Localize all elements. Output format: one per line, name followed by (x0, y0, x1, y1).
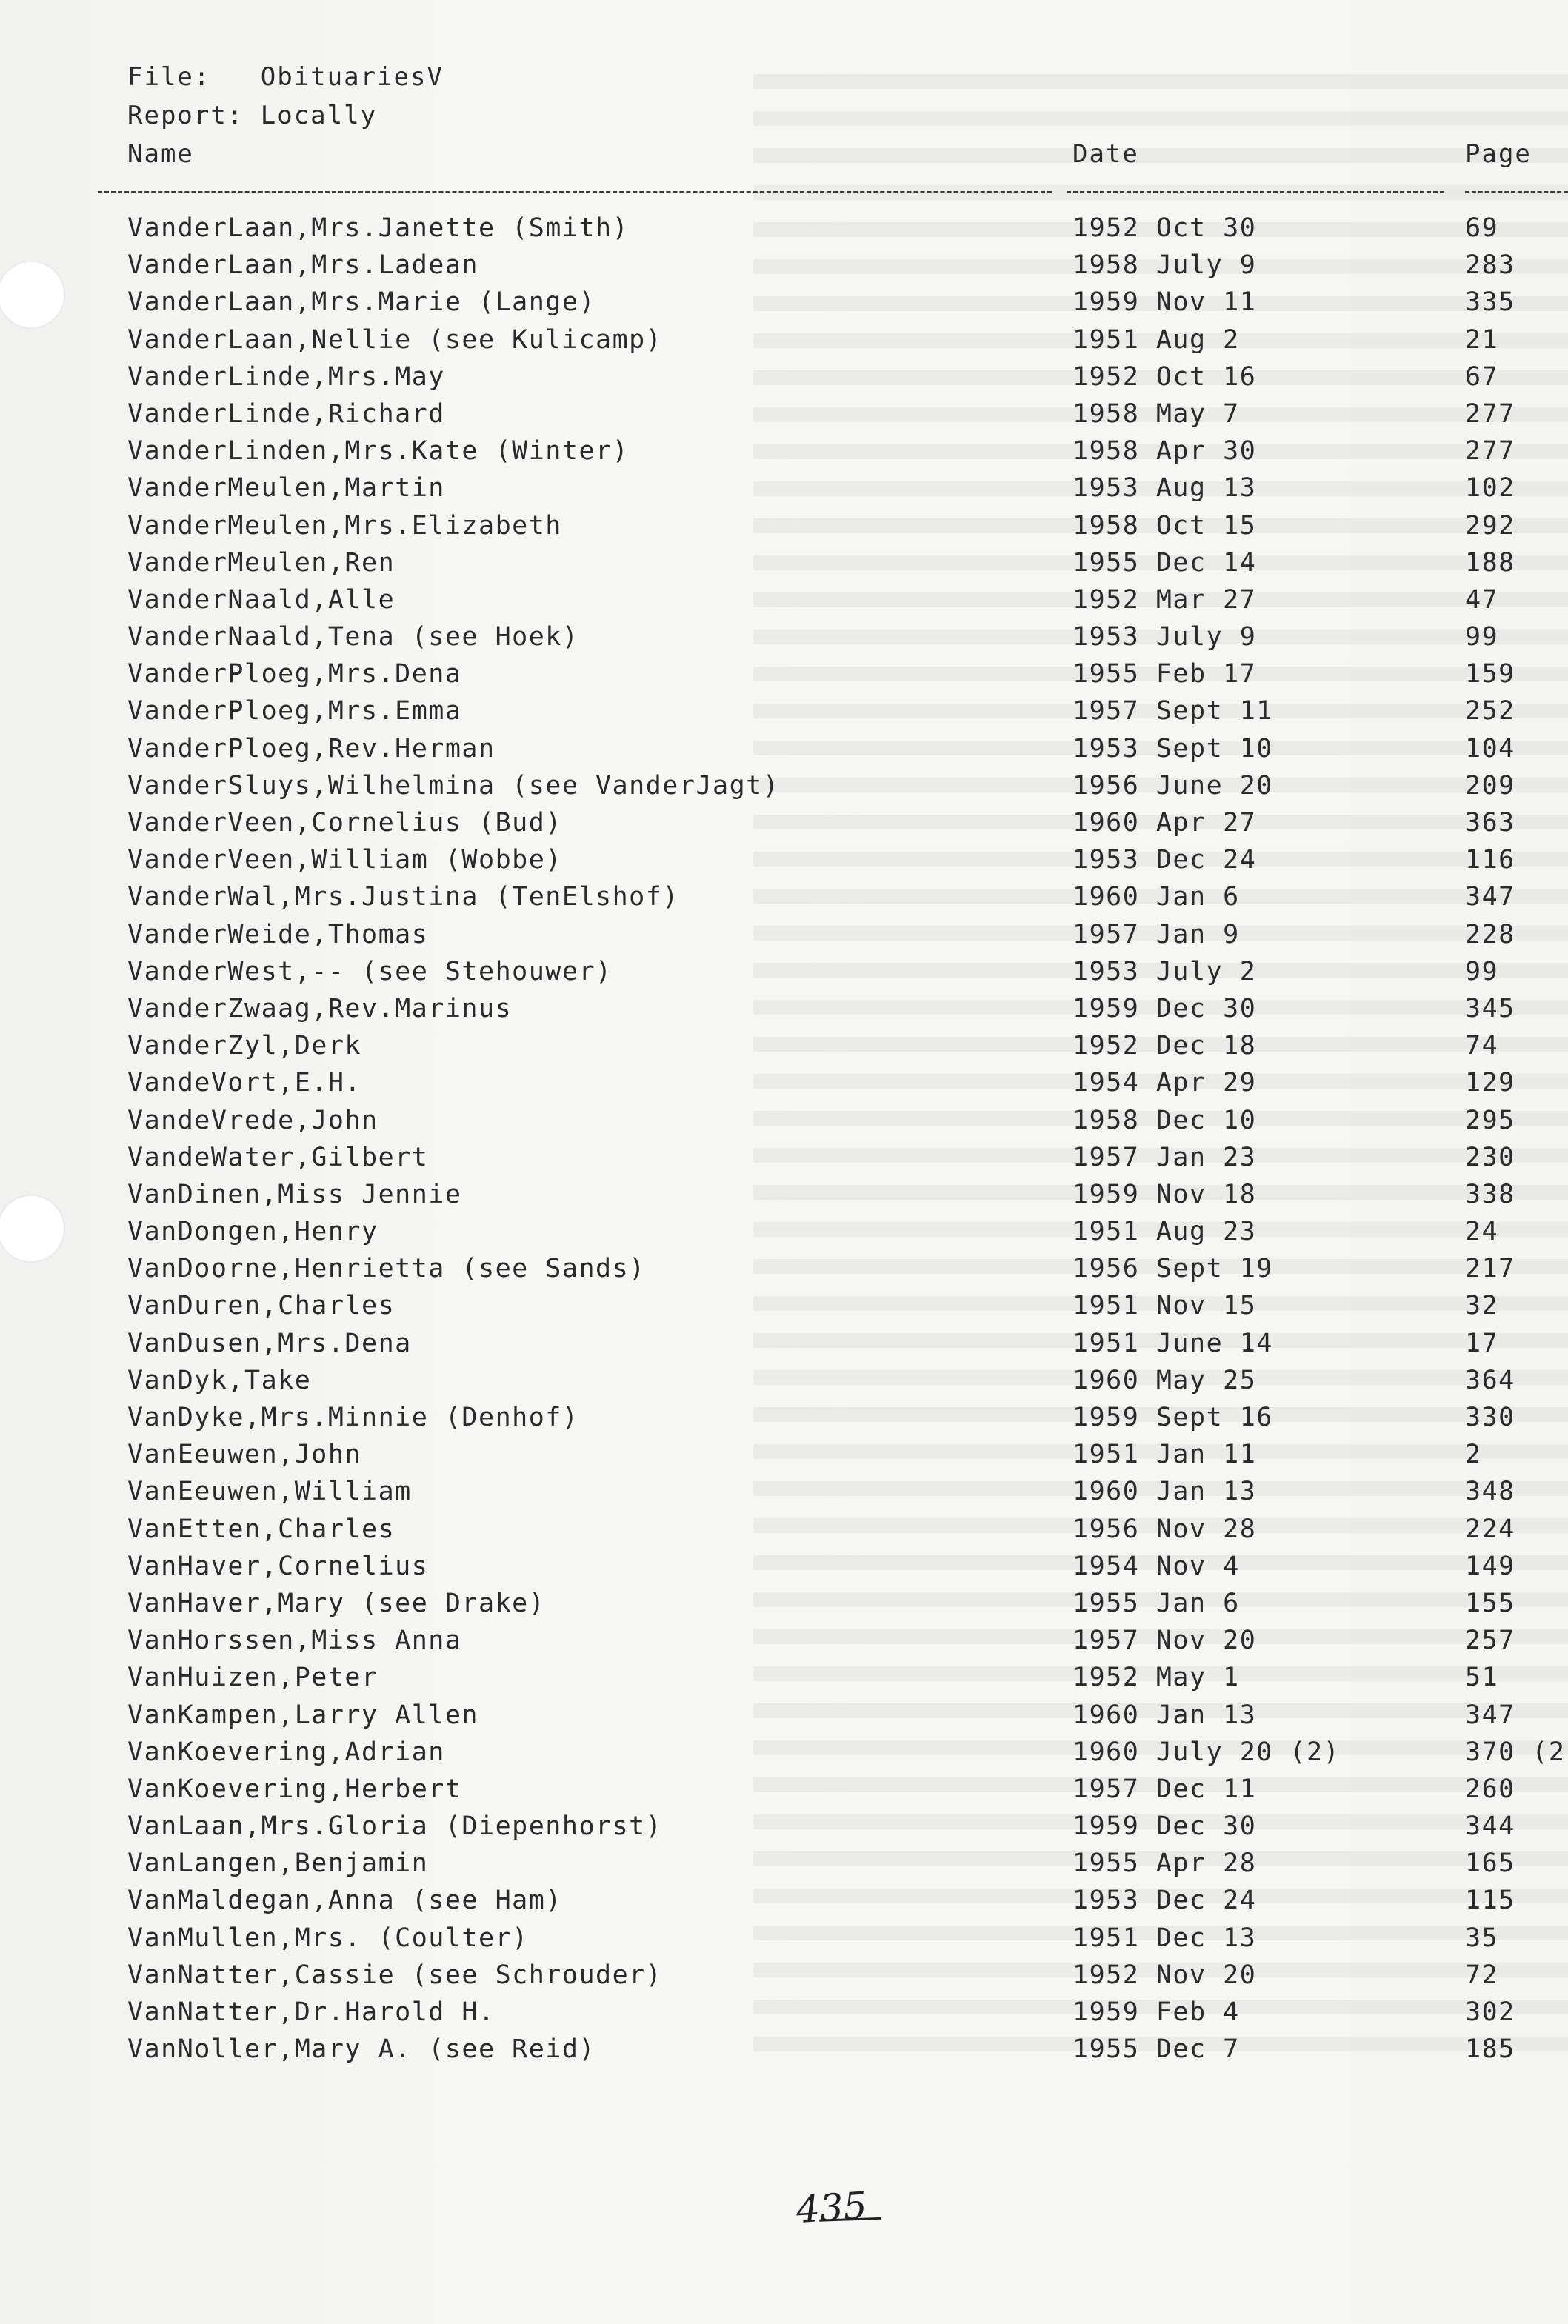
entry-name: VandeWater,Gilbert (127, 1142, 429, 1172)
entry-date: 1953 Sept 10 (1072, 733, 1273, 764)
table-row (0, 845, 1568, 882)
column-header-page: Page (1465, 139, 1532, 169)
entry-date: 1957 Nov 20 (1072, 1626, 1257, 1656)
entry-page: 330 (1465, 1403, 1515, 1432)
table-row (0, 1589, 1568, 1626)
entry-date: 1960 Apr 27 (1072, 808, 1257, 838)
table-row (0, 436, 1568, 473)
table-row (0, 1663, 1568, 1700)
entry-page: 185 (1465, 2034, 1515, 2065)
entry-date: 1951 Jan 11 (1072, 1440, 1257, 1470)
entry-page: 159 (1465, 659, 1515, 689)
entry-date: 1959 Nov 11 (1072, 287, 1257, 318)
table-row (0, 1960, 1568, 1997)
entry-page: 102 (1465, 473, 1515, 504)
entry-page: 209 (1465, 770, 1515, 801)
entry-name: VanderSluys,Wilhelmina (see VanderJagt) (127, 770, 780, 801)
entry-date: 1960 May 25 (1072, 1365, 1257, 1395)
entry-date: 1952 Mar 27 (1072, 584, 1257, 615)
file-line: File: ObituariesV (127, 62, 444, 92)
entry-name: VanDoorne,Henrietta (see Sands) (127, 1254, 646, 1284)
entry-page: 24 (1465, 1217, 1499, 1247)
entry-date: 1959 Sept 16 (1072, 1403, 1273, 1432)
entry-name: VanderNaald,Tena (see Hoek) (127, 622, 579, 652)
table-row (0, 1700, 1568, 1737)
table-row (0, 585, 1568, 622)
entry-page: 2 (1465, 1440, 1482, 1470)
entry-name: VanHaver,Cornelius (127, 1551, 429, 1581)
entry-date: 1954 Nov 4 (1072, 1551, 1240, 1581)
entry-date: 1952 Nov 20 (1072, 1960, 1257, 1990)
table-row (0, 1068, 1568, 1105)
entry-name: VanderLaan,Mrs.Marie (Lange) (127, 287, 596, 318)
entry-page: 47 (1465, 584, 1499, 615)
entry-page: 302 (1465, 1997, 1515, 2027)
entry-page: 347 (1465, 1700, 1515, 1730)
entry-name: VanEtten,Charles (127, 1514, 396, 1544)
entry-page: 104 (1465, 733, 1515, 764)
table-row (0, 696, 1568, 733)
obituary-list (0, 213, 1568, 2071)
entry-date: 1953 Dec 24 (1072, 1886, 1257, 1916)
entry-date: 1952 Dec 18 (1072, 1031, 1257, 1061)
entry-page: 165 (1465, 1849, 1515, 1879)
table-row (0, 920, 1568, 957)
table-row (0, 1552, 1568, 1589)
entry-name: VanMullen,Mrs. (Coulter) (127, 1923, 529, 1953)
table-row (0, 325, 1568, 362)
rule-page (1465, 191, 1568, 193)
entry-page: 230 (1465, 1142, 1515, 1172)
entry-name: VanderZwaag,Rev.Marinus (127, 993, 513, 1024)
entry-date: 1958 Apr 30 (1072, 436, 1257, 467)
entry-name: VanderWal,Mrs.Justina (TenElshof) (127, 882, 679, 912)
table-row (0, 250, 1568, 287)
entry-date: 1952 Oct 30 (1072, 213, 1257, 243)
entry-page: 347 (1465, 882, 1515, 912)
entry-date: 1953 Dec 24 (1072, 845, 1257, 875)
entry-name: VanderVeen,Cornelius (Bud) (127, 808, 562, 838)
table-row (0, 1217, 1568, 1254)
table-row (0, 1106, 1568, 1143)
entry-page: 364 (1465, 1365, 1515, 1395)
entry-date: 1958 May 7 (1072, 398, 1240, 429)
entry-name: VanLaan,Mrs.Gloria (Diepenhorst) (127, 1812, 663, 1842)
rule-date (1067, 191, 1444, 193)
entry-name: VanHorssen,Miss Anna (127, 1626, 462, 1656)
handwritten-page-number-text: 435 (795, 2183, 869, 2232)
entry-page: 283 (1465, 250, 1515, 281)
entry-name: VanderWeide,Thomas (127, 919, 429, 949)
report-line: Report: Locally (127, 101, 378, 130)
table-row (0, 1774, 1568, 1812)
table-row (0, 771, 1568, 808)
entry-page: 99 (1465, 622, 1499, 652)
table-row (0, 1626, 1568, 1663)
entry-name: VanKampen,Larry Allen (127, 1700, 479, 1730)
entry-date: 1956 Sept 19 (1072, 1254, 1273, 1284)
entry-page: 74 (1465, 1031, 1499, 1061)
table-row (0, 473, 1568, 510)
entry-page: 99 (1465, 956, 1499, 986)
table-row (0, 622, 1568, 659)
entry-date: 1953 Aug 13 (1072, 473, 1257, 504)
entry-date: 1959 Nov 18 (1072, 1179, 1257, 1209)
entry-page: 67 (1465, 361, 1499, 392)
entry-date: 1954 Apr 29 (1072, 1068, 1257, 1098)
entry-date: 1960 Jan 13 (1072, 1700, 1257, 1730)
entry-page: 35 (1465, 1923, 1499, 1953)
table-row (0, 1254, 1568, 1291)
entry-page: 348 (1465, 1477, 1515, 1507)
table-row (0, 1180, 1568, 1217)
rule-name (98, 191, 1052, 193)
entry-date: 1957 Sept 11 (1072, 696, 1273, 727)
table-row (0, 1737, 1568, 1774)
entry-date: 1952 Oct 16 (1072, 361, 1257, 392)
entry-date: 1959 Feb 4 (1072, 1997, 1240, 2027)
table-row (0, 548, 1568, 585)
table-row (0, 1329, 1568, 1366)
table-row (0, 808, 1568, 845)
entry-date: 1955 Dec 7 (1072, 2034, 1240, 2065)
entry-date: 1955 Dec 14 (1072, 547, 1257, 578)
entry-name: VanKoevering,Adrian (127, 1737, 445, 1767)
entry-date: 1951 Nov 15 (1072, 1291, 1257, 1321)
entry-name: VanNatter,Dr.Harold H. (127, 1997, 496, 2027)
entry-name: VanEeuwen,William (127, 1477, 412, 1507)
entry-name: VanDuren,Charles (127, 1291, 396, 1321)
entry-page: 252 (1465, 696, 1515, 727)
entry-date: 1951 June 14 (1072, 1328, 1273, 1358)
entry-page: 257 (1465, 1626, 1515, 1656)
table-row (0, 2034, 1568, 2071)
table-row (0, 957, 1568, 994)
table-row (0, 213, 1568, 250)
entry-page: 72 (1465, 1960, 1499, 1990)
table-row (0, 1403, 1568, 1440)
entry-page: 149 (1465, 1551, 1515, 1581)
table-row (0, 399, 1568, 436)
table-row (0, 1997, 1568, 2034)
entry-name: VanNatter,Cassie (see Schrouder) (127, 1960, 663, 1990)
entry-name: VanMaldegan,Anna (see Ham) (127, 1886, 562, 1916)
entry-page: 338 (1465, 1179, 1515, 1209)
entry-page: 21 (1465, 324, 1499, 355)
entry-name: VanDongen,Henry (127, 1217, 378, 1247)
entry-date: 1958 July 9 (1072, 250, 1257, 281)
entry-name: VanNoller,Mary A. (see Reid) (127, 2034, 596, 2065)
entry-name: VanEeuwen,John (127, 1440, 362, 1470)
entry-name: VanDinen,Miss Jennie (127, 1179, 462, 1209)
entry-page: 228 (1465, 919, 1515, 949)
entry-name: VanDyk,Take (127, 1365, 312, 1395)
entry-date: 1957 Jan 23 (1072, 1142, 1257, 1172)
entry-page: 224 (1465, 1514, 1515, 1544)
entry-page: 345 (1465, 993, 1515, 1024)
entry-date: 1952 May 1 (1072, 1663, 1240, 1693)
entry-name: VanderVeen,William (Wobbe) (127, 845, 562, 875)
entry-date: 1955 Apr 28 (1072, 1849, 1257, 1879)
entry-page: 335 (1465, 287, 1515, 318)
entry-date: 1958 Dec 10 (1072, 1105, 1257, 1135)
entry-date: 1953 July 9 (1072, 622, 1257, 652)
entry-date: 1959 Dec 30 (1072, 1812, 1257, 1842)
table-row (0, 1849, 1568, 1886)
entry-page: 217 (1465, 1254, 1515, 1284)
table-row (0, 1812, 1568, 1849)
entry-name: VanderLinde,Richard (127, 398, 445, 429)
entry-name: VanHuizen,Peter (127, 1663, 378, 1693)
table-row (0, 1440, 1568, 1477)
entry-date: 1956 June 20 (1072, 770, 1273, 801)
entry-name: VanderLaan,Nellie (see Kulicamp) (127, 324, 663, 355)
table-row (0, 882, 1568, 919)
entry-page: 17 (1465, 1328, 1499, 1358)
entry-name: VanderMeulen,Mrs.Elizabeth (127, 510, 562, 541)
entry-name: VanKoevering,Herbert (127, 1774, 462, 1804)
entry-name: VanderLaan,Mrs.Janette (Smith) (127, 213, 630, 243)
table-row (0, 362, 1568, 399)
entry-page: 344 (1465, 1812, 1515, 1842)
entry-page: 69 (1465, 213, 1499, 243)
entry-page: 155 (1465, 1588, 1515, 1618)
entry-page: 51 (1465, 1663, 1499, 1693)
entry-page: 129 (1465, 1068, 1515, 1098)
entry-date: 1953 July 2 (1072, 956, 1257, 986)
entry-date: 1959 Dec 30 (1072, 993, 1257, 1024)
table-row (0, 287, 1568, 324)
entry-name: VanDyke,Mrs.Minnie (Denhof) (127, 1403, 579, 1432)
entry-name: VanderLinde,Mrs.May (127, 361, 445, 392)
entry-page: 32 (1465, 1291, 1499, 1321)
entry-date: 1960 Jan 13 (1072, 1477, 1257, 1507)
entry-name: VanLangen,Benjamin (127, 1849, 429, 1879)
entry-page: 363 (1465, 808, 1515, 838)
entry-name: VanderMeulen,Martin (127, 473, 445, 504)
entry-date: 1960 Jan 6 (1072, 882, 1240, 912)
table-row (0, 1291, 1568, 1328)
entry-date: 1956 Nov 28 (1072, 1514, 1257, 1544)
entry-name: VanderLaan,Mrs.Ladean (127, 250, 479, 281)
entry-name: VanderMeulen,Ren (127, 547, 396, 578)
entry-name: VanderPloeg,Rev.Herman (127, 733, 496, 764)
table-row (0, 1366, 1568, 1403)
entry-name: VanderNaald,Alle (127, 584, 396, 615)
column-header-date: Date (1072, 139, 1139, 169)
entry-page: 116 (1465, 845, 1515, 875)
entry-name: VanDusen,Mrs.Dena (127, 1328, 412, 1358)
table-row (0, 659, 1568, 696)
entry-page: 295 (1465, 1105, 1515, 1135)
entry-page: 260 (1465, 1774, 1515, 1804)
column-header-name: Name (127, 139, 194, 169)
entry-page: 370 (2 (1465, 1737, 1566, 1767)
table-row (0, 511, 1568, 548)
table-row (0, 1031, 1568, 1068)
table-row (0, 1923, 1568, 1960)
entry-date: 1955 Feb 17 (1072, 659, 1257, 689)
table-row (0, 734, 1568, 771)
entry-date: 1951 Aug 23 (1072, 1217, 1257, 1247)
entry-page: 292 (1465, 510, 1515, 541)
entry-name: VanderLinden,Mrs.Kate (Winter) (127, 436, 630, 467)
handwritten-page-number (795, 2184, 868, 2232)
entry-page: 188 (1465, 547, 1515, 578)
entry-date: 1951 Aug 2 (1072, 324, 1240, 355)
entry-name: VanderZyl,Derk (127, 1031, 362, 1061)
entry-date: 1960 July 20 (2) (1072, 1737, 1341, 1767)
entry-name: VanderPloeg,Mrs.Emma (127, 696, 462, 727)
entry-date: 1955 Jan 6 (1072, 1588, 1240, 1618)
entry-page: 115 (1465, 1886, 1515, 1916)
table-row (0, 1886, 1568, 1923)
entry-date: 1951 Dec 13 (1072, 1923, 1257, 1953)
entry-name: VanderPloeg,Mrs.Dena (127, 659, 462, 689)
entry-page: 277 (1465, 398, 1515, 429)
entry-name: VandeVrede,John (127, 1105, 378, 1135)
table-row (0, 1515, 1568, 1552)
entry-date: 1957 Jan 9 (1072, 919, 1240, 949)
entry-name: VanHaver,Mary (see Drake) (127, 1588, 546, 1618)
entry-name: VanderWest,-- (see Stehouwer) (127, 956, 613, 986)
table-row (0, 994, 1568, 1031)
entry-name: VandeVort,E.H. (127, 1068, 362, 1098)
table-row (0, 1477, 1568, 1514)
entry-date: 1958 Oct 15 (1072, 510, 1257, 541)
entry-page: 277 (1465, 436, 1515, 467)
entry-date: 1957 Dec 11 (1072, 1774, 1257, 1804)
table-row (0, 1143, 1568, 1180)
